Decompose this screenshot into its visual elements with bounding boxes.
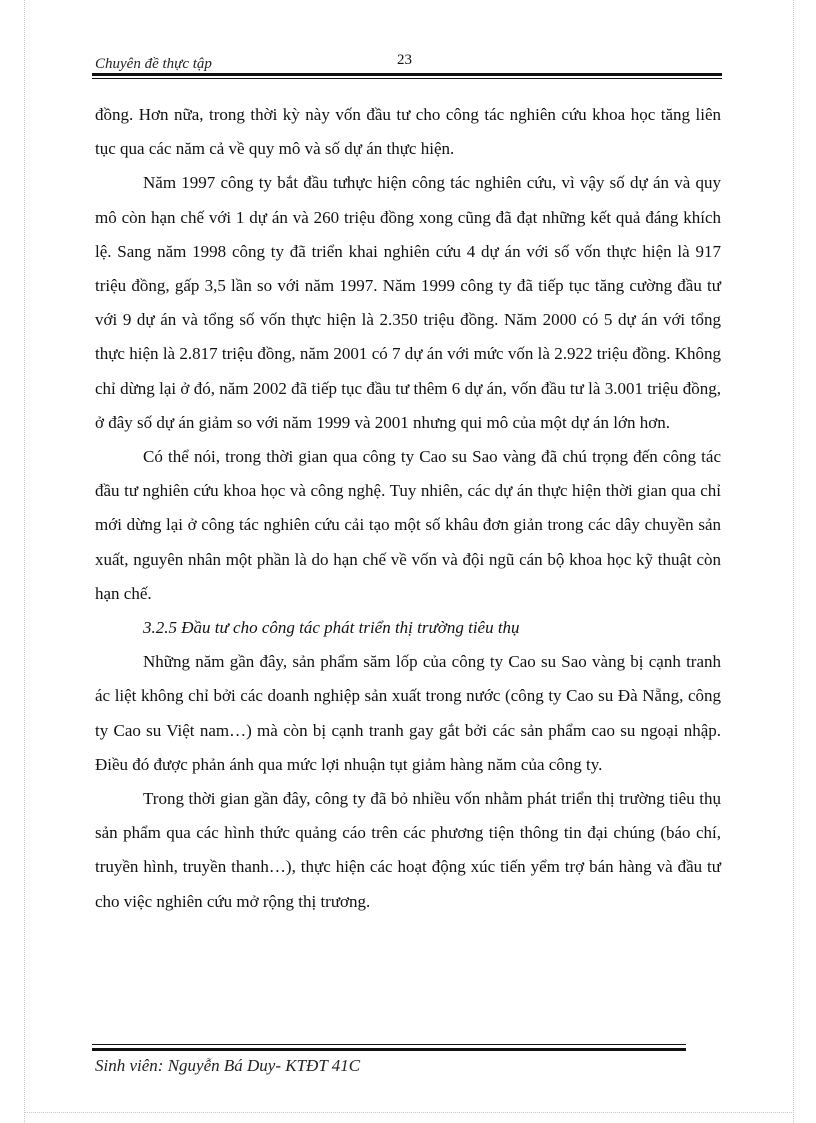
header-label: Chuyên đề thực tập <box>95 56 212 72</box>
paragraph-projects-by-year: Năm 1997 công ty bắt đầu tưhực hiện công tác nghiên cứu, vì vậy số dự án và quy mô còn hạn chế với 1 dự án và 260 triệu đồng xong cũng đã đạt những kết quả đáng khích lệ. Sang năm 1998 công ty đã triển khai nghiên cứu 4 dự án với số vốn thực hiện là 917 triệu đồng, gấp 3,5 lần so với năm 1997. Năm 1999 công ty đã tiếp tục tăng cường đầu tư với 9 dự án và tổng số vốn thực hiện là 2.350 triệu đồng. Năm 2000 có 5 dự án với tổng thực hiện là 2.817 triệu đồng, năm 2001 có 7 dự án với mức vốn là 2.922 triệu đồng. Không chỉ dừng lại ở đó, năm 2002 đã tiếp tục đầu tư thêm 6 dự án, vốn đầu tư là 3.001 triệu đồng, ở đây số dự án giảm so với năm 1999 và 2001 nhưng qui mô của một dự án lớn hơn. <box>95 173 721 432</box>
page-number: 23 <box>397 52 412 68</box>
footer-label: Sinh viên: Nguyễn Bá Duy- KTĐT 41C <box>95 1056 361 1075</box>
paragraph-competition: Những năm gần đây, sản phẩm săm lốp của công ty Cao su Sao vàng bị cạnh tranh ác liệt không chỉ bởi các doanh nghiệp sản xuất trong nước (công ty Cao su Đà Nẵng, công ty Cao su Việt nam…) mà còn bị cạnh tranh gay gắt bởi các sản phẩm cao su ngoại nhập. Điều đó được phản ánh qua mức lợi nhuận tụt giảm hàng năm của công ty. <box>95 652 721 774</box>
paragraph-research-summary: Có thể nói, trong thời gian qua công ty Cao su Sao vàng đã chú trọng đến công tác đầu tư nghiên cứu khoa học và công nghệ. Tuy nhiên, các dự án thực hiện thời gian qua chỉ mới dừng lại ở công tác nghiên cứu cải tạo một số khâu đơn giản trong các dây chuyền sản xuất, nguyên nhân một phần là do hạn chế về vốn và đội ngũ cán bộ khoa học kỹ thuật còn hạn chế. <box>95 447 721 603</box>
section-subheading: 3.2.5 Đầu tư cho công tác phát triển thị trường tiêu thụ <box>143 618 520 638</box>
footer-rule-thin <box>92 1044 686 1045</box>
document-body <box>95 98 721 919</box>
paragraph-market-development: Trong thời gian gần đây, công ty đã bỏ nhiều vốn nhằm phát triển thị trường tiêu thụ sản phẩm qua các hình thức quảng cáo trên các phương tiện thông tin đại chúng (báo chí, truyền hình, truyền thanh…), thực hiện các hoạt động xúc tiến yểm trợ bán hàng và đầu tư cho việc nghiên cứu mở rộng thị trương. <box>95 789 721 911</box>
header-rule-thin <box>92 78 722 79</box>
page-bottom-border <box>24 1112 792 1113</box>
paragraph-continuation: đồng. Hơn nữa, trong thời kỳ này vốn đầu tư cho công tác nghiên cứu khoa học tăng liên tục qua các năm cả về quy mô và số dự án thực hiện. <box>95 105 721 159</box>
footer-rule <box>92 1048 686 1051</box>
header-rule <box>92 73 722 76</box>
